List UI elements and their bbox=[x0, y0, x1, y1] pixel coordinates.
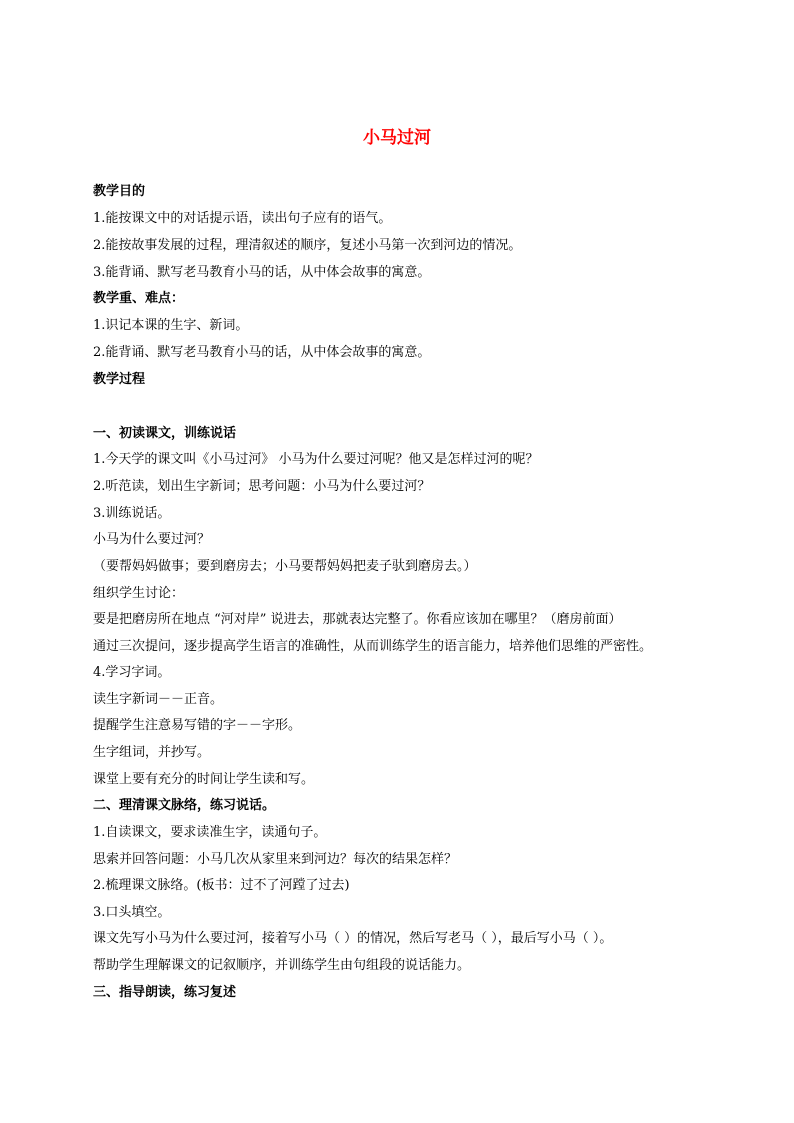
line-20: 生字组词，并抄写。 bbox=[93, 745, 211, 760]
line-27: 课文先写小马为什么要过河，接着写小马（ ）的情况，然后写老马（ ），最后写小马（ ）。 bbox=[93, 931, 613, 946]
document-title: 小马过河 bbox=[363, 128, 431, 148]
line-17: 4.学习字词。 bbox=[93, 665, 171, 680]
line-2: 2.能按故事发展的过程，理清叙述的顺序，复述小马第一次到河边的情况。 bbox=[93, 238, 522, 253]
line-21: 课堂上要有充分的时间让学生读和写。 bbox=[93, 772, 315, 787]
line-9: 1.今天学的课文叫《小马过河》 小马为什么要过河呢？他又是怎样过河的呢？ bbox=[93, 452, 539, 467]
line-18: 读生字新词－－正音。 bbox=[93, 692, 224, 707]
line-1: 1.能按课文中的对话提示语，读出句子应有的语气。 bbox=[93, 211, 392, 226]
line-11: 3.训练说话。 bbox=[93, 506, 171, 521]
line-19: 提醒学生注意易写错的字－－字形。 bbox=[93, 718, 302, 733]
line-13: （要帮妈妈做事；要到磨房去；小马要帮妈妈把麦子驮到磨房去。） bbox=[93, 559, 477, 574]
line-3: 3.能背诵、默写老马教育小马的话，从中体会故事的寓意。 bbox=[93, 265, 431, 280]
line-29: 三、指导朗读，练习复述 bbox=[93, 985, 237, 1000]
line-26: 3.口头填空。 bbox=[93, 905, 171, 920]
line-28: 帮助学生理解课文的记叙顺序，并训练学生由句组段的说话能力。 bbox=[93, 958, 471, 973]
line-24: 思索并回答问题：小马几次从家里来到河边？每次的结果怎样？ bbox=[93, 852, 458, 867]
line-25: 2.梳理课文脉络。(板书：过不了河蹚了过去) bbox=[93, 878, 350, 893]
line-10: 2.听范读，划出生字新词；思考问题：小马为什么要过河？ bbox=[93, 479, 431, 494]
line-8: 一、初读课文，训练说话 bbox=[93, 426, 237, 441]
line-16: 通过三次提问，逐步提高学生语言的准确性，从而训练学生的语言能力，培养他们思维的严密性。 bbox=[93, 639, 653, 654]
line-15: 要是把磨房所在地点 “河对岸” 说进去，那就表达完整了。你看应该加在哪里？（磨房前面） bbox=[93, 612, 622, 627]
line-6: 2.能背诵、默写老马教育小马的话，从中体会故事的寓意。 bbox=[93, 345, 431, 360]
line-4: 教学重、难点： bbox=[93, 291, 185, 306]
line-14: 组织学生讨论： bbox=[93, 586, 185, 601]
line-5: 1.识记本课的生字、新词。 bbox=[93, 318, 249, 333]
line-23: 1.自读课文，要求读准生字，读通句子。 bbox=[93, 825, 327, 840]
line-12: 小马为什么要过河？ bbox=[93, 532, 211, 547]
line-22: 二、理清课文脉络，练习说话。 bbox=[93, 798, 276, 813]
line-0: 教学目的 bbox=[93, 184, 146, 199]
line-7: 教学过程 bbox=[93, 372, 146, 387]
